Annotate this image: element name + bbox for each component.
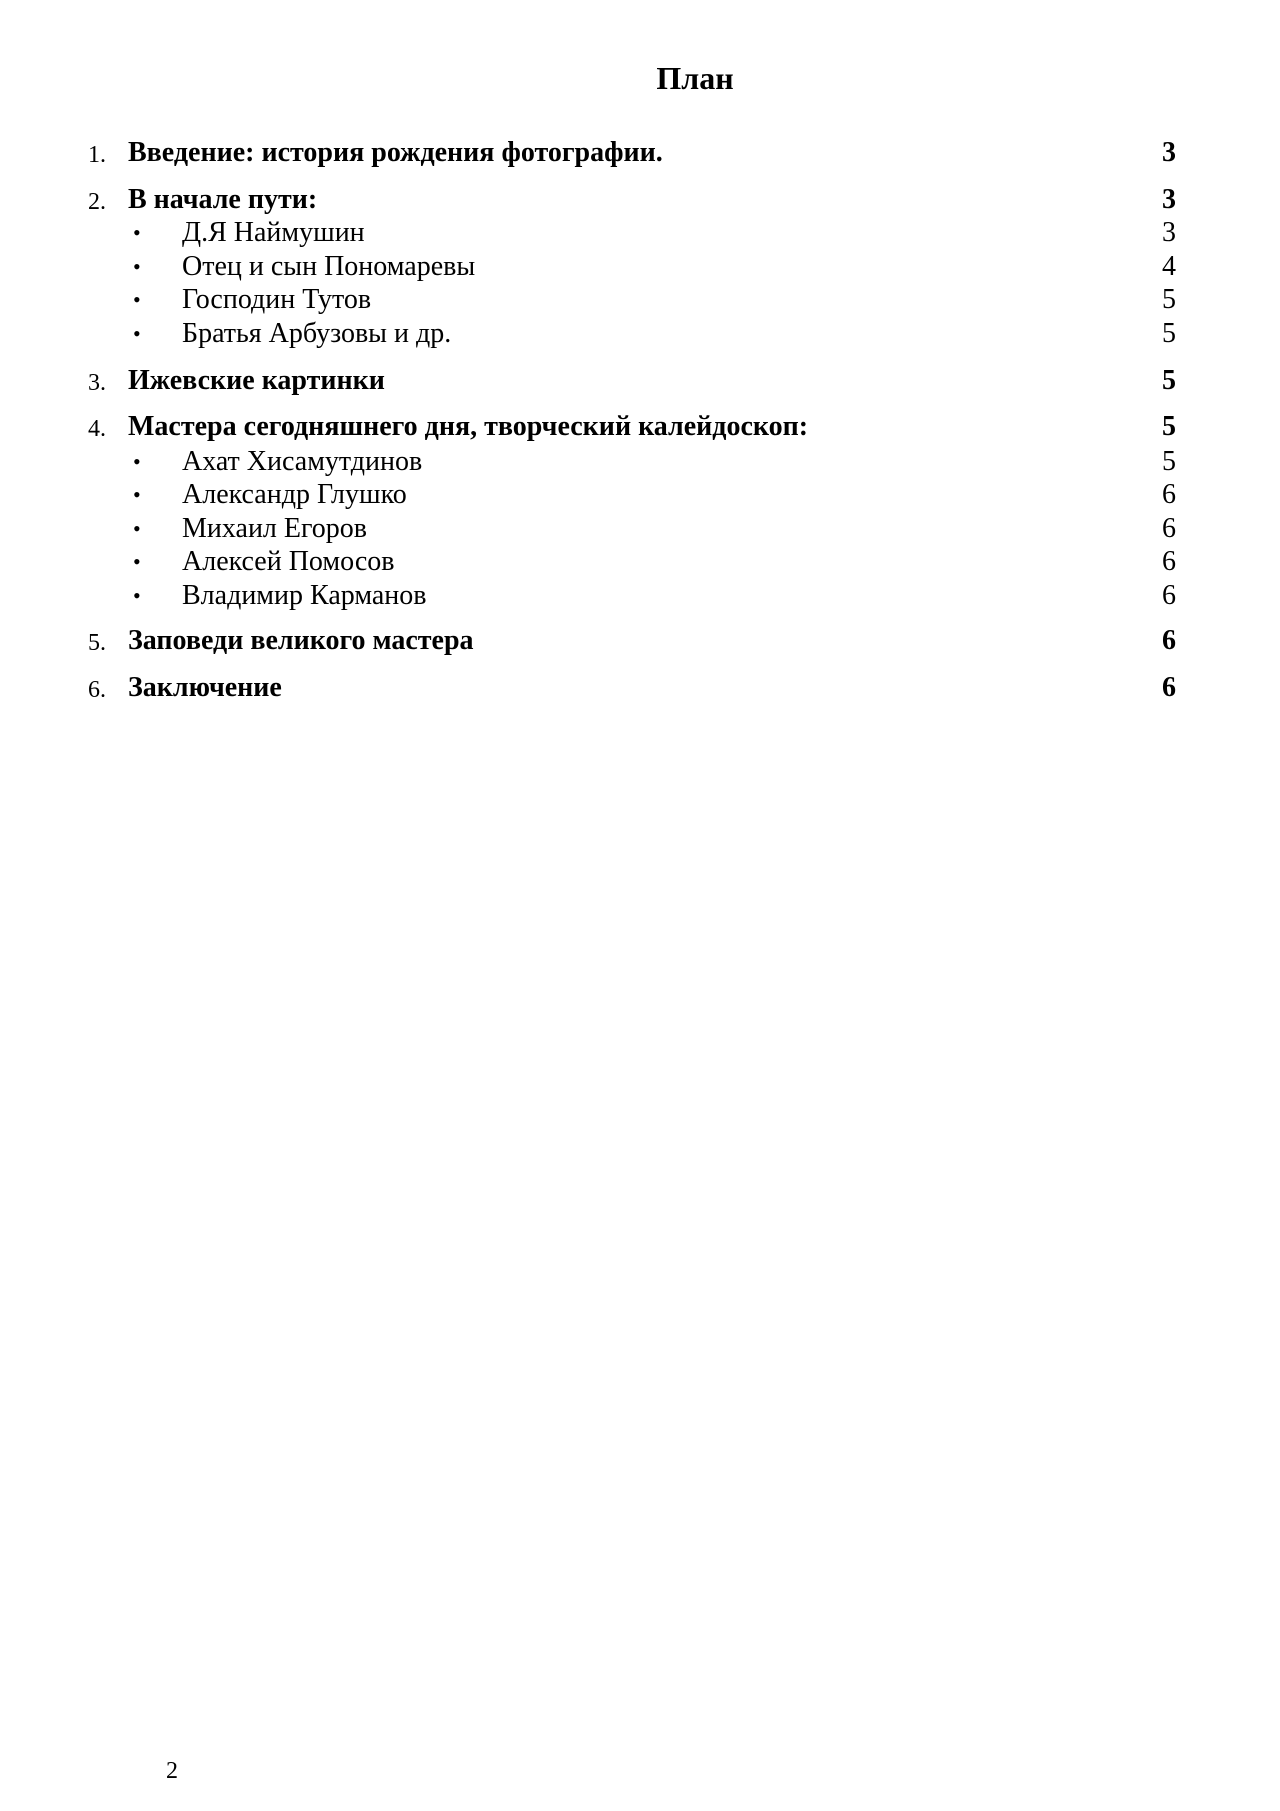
toc-subitem	[0, 283, 1280, 317]
toc-entry	[0, 183, 1280, 217]
toc-subitem	[0, 445, 1280, 479]
toc-subitem-page: 3	[1162, 217, 1176, 248]
toc-entry	[0, 410, 1280, 444]
toc-entry-number: 3.	[88, 370, 106, 396]
toc-entry-page: 5	[1162, 411, 1176, 442]
toc-entry-page: 3	[1162, 184, 1176, 215]
page-number: 2	[166, 1758, 178, 1784]
toc-subitem-page: 6	[1162, 546, 1176, 577]
toc-entry-page: 5	[1162, 365, 1176, 396]
bullet-icon: •	[133, 549, 141, 574]
toc-subitem	[0, 317, 1280, 351]
toc-entry-label: Мастера сегодняшнего дня, творческий калейдоскоп:	[128, 411, 809, 442]
bullet-icon: •	[133, 254, 141, 279]
toc-entry-number: 6.	[88, 677, 106, 703]
toc-entry-label: В начале пути:	[128, 184, 318, 215]
toc-subitem-label: Братья Арбузовы и др.	[182, 318, 452, 349]
toc-entry-number: 4.	[88, 416, 106, 442]
toc-entry	[0, 624, 1280, 658]
toc-entry	[0, 364, 1280, 398]
bullet-icon: •	[133, 583, 141, 608]
toc-subitem-label: Отец и сын Пономаревы	[182, 251, 476, 282]
toc-subitem	[0, 545, 1280, 579]
toc-subitem-page: 6	[1162, 479, 1176, 510]
toc-entry-page: 6	[1162, 625, 1176, 656]
bullet-icon: •	[133, 482, 141, 507]
toc-entry-label: Заключение	[128, 672, 282, 703]
toc-subitem	[0, 512, 1280, 546]
toc-subitem	[0, 216, 1280, 250]
toc-subitem-label: Александр Глушко	[182, 479, 407, 510]
toc-subitem-page: 5	[1162, 284, 1176, 315]
bullet-icon: •	[133, 321, 141, 346]
toc-subitem-label: Д.Я Наймушин	[182, 217, 365, 248]
toc-entry	[0, 136, 1280, 170]
toc-entry-label: Ижевские картинки	[128, 365, 385, 396]
toc-subitem-label: Владимир Карманов	[182, 580, 427, 611]
toc-subitem-label: Михаил Егоров	[182, 513, 368, 544]
toc-subitem-page: 6	[1162, 513, 1176, 544]
toc-subitem-label: Господин Тутов	[182, 284, 372, 315]
toc-subitem-page: 5	[1162, 318, 1176, 349]
bullet-icon: •	[133, 220, 141, 245]
page-title: План	[656, 60, 734, 96]
bullet-icon: •	[133, 516, 141, 541]
toc-entry-label: Введение: история рождения фотографии.	[128, 137, 663, 168]
toc-subitem-label: Алексей Помосов	[182, 546, 395, 577]
toc-subitem	[0, 250, 1280, 284]
toc-entry-number: 2.	[88, 189, 106, 215]
toc-subitem	[0, 478, 1280, 512]
bullet-icon: •	[133, 449, 141, 474]
toc-subitem	[0, 579, 1280, 613]
toc-subitem-page: 4	[1162, 251, 1176, 282]
toc-entry-label: Заповеди великого мастера	[128, 625, 474, 656]
toc-subitem-page: 5	[1162, 446, 1176, 477]
toc-entry-number: 5.	[88, 630, 106, 656]
toc-subitem-page: 6	[1162, 580, 1176, 611]
bullet-icon: •	[133, 287, 141, 312]
toc-entry	[0, 671, 1280, 705]
toc-entry-number: 1.	[88, 142, 106, 168]
toc-subitem-label: Ахат Хисамутдинов	[182, 446, 423, 477]
toc-entry-page: 6	[1162, 672, 1176, 703]
toc-entry-page: 3	[1162, 137, 1176, 168]
